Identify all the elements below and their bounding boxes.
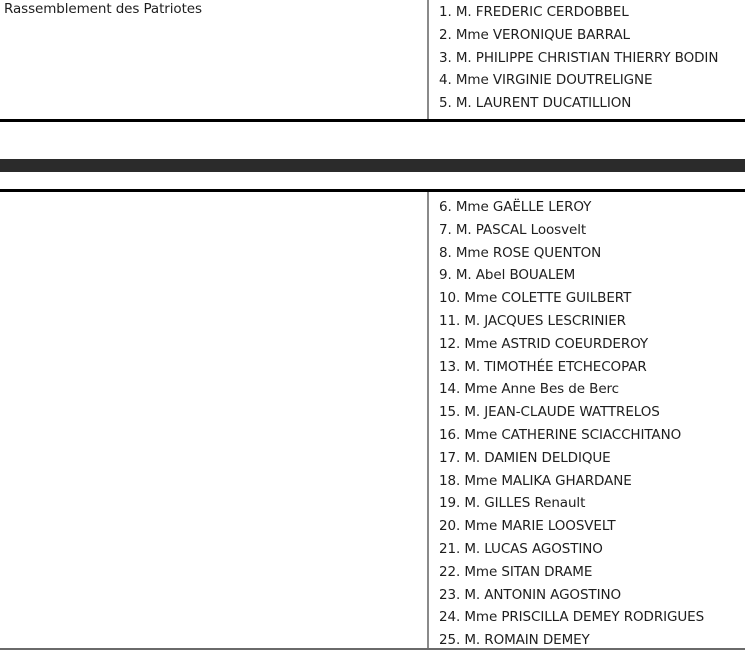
candidate-item: 24. Mme PRISCILLA DEMEY RODRIGUES xyxy=(439,609,705,626)
candidate-item: 18. Mme MALIKA GHARDANE xyxy=(439,472,632,489)
candidate-list xyxy=(439,1,745,115)
candidate-item: 19. M. GILLES Renault xyxy=(439,495,586,512)
column-divider xyxy=(427,192,429,650)
candidate-item: 11. M. JACQUES LESCRINIER xyxy=(439,312,626,329)
candidate-item: 4. Mme VIRGINIE DOUTRELIGNE xyxy=(439,72,653,89)
candidate-item: 16. Mme CATHERINE SCIACCHITANO xyxy=(439,426,682,443)
row-separator-rule xyxy=(0,119,745,122)
candidate-item: 20. Mme MARIE LOOSVELT xyxy=(439,518,616,535)
candidate-item: 3. M. PHILIPPE CHRISTIAN THIERRY BODIN xyxy=(439,49,719,66)
candidate-item: 17. M. DAMIEN DELDIQUE xyxy=(439,449,611,466)
candidate-item: 6. Mme GAËLLE LEROY xyxy=(439,199,592,215)
candidate-item: 2. Mme VERONIQUE BARRAL xyxy=(439,26,630,43)
column-divider xyxy=(427,0,429,119)
candidate-item: 5. M. LAURENT DUCATILLION xyxy=(439,95,632,112)
party-name: Rassemblement des Patriotes xyxy=(4,1,202,17)
page-break-band xyxy=(0,159,745,172)
candidate-item: 12. Mme ASTRID COEURDEROY xyxy=(439,335,649,352)
candidate-item: 7. M. PASCAL Loosvelt xyxy=(439,221,587,238)
candidates-cell xyxy=(439,192,745,652)
party-cell xyxy=(0,192,428,650)
table-row-2 xyxy=(0,192,745,650)
candidate-item: 1. M. FREDERIC CERDOBBEL xyxy=(439,4,629,20)
candidate-item: 15. M. JEAN-CLAUDE WATTRELOS xyxy=(439,404,660,421)
candidate-item: 9. M. Abel BOUALEM xyxy=(439,267,576,284)
candidates-cell xyxy=(439,0,745,115)
table-row-1 xyxy=(0,0,745,119)
candidate-item: 22. Mme SITAN DRAME xyxy=(439,563,593,580)
candidate-item: 23. M. ANTONIN AGOSTINO xyxy=(439,586,621,603)
candidate-item: 14. Mme Anne Bes de Berc xyxy=(439,381,620,398)
candidate-list xyxy=(439,196,745,652)
candidate-item: 8. Mme ROSE QUENTON xyxy=(439,244,602,261)
candidate-item: 21. M. LUCAS AGOSTINO xyxy=(439,540,603,557)
candidate-item: 10. Mme COLETTE GUILBERT xyxy=(439,290,632,307)
candidate-item: 25. M. ROMAIN DEMEY xyxy=(439,632,590,649)
party-cell xyxy=(0,0,428,119)
candidate-item: 13. M. TIMOTHÉE ETCHECOPAR xyxy=(439,358,647,375)
